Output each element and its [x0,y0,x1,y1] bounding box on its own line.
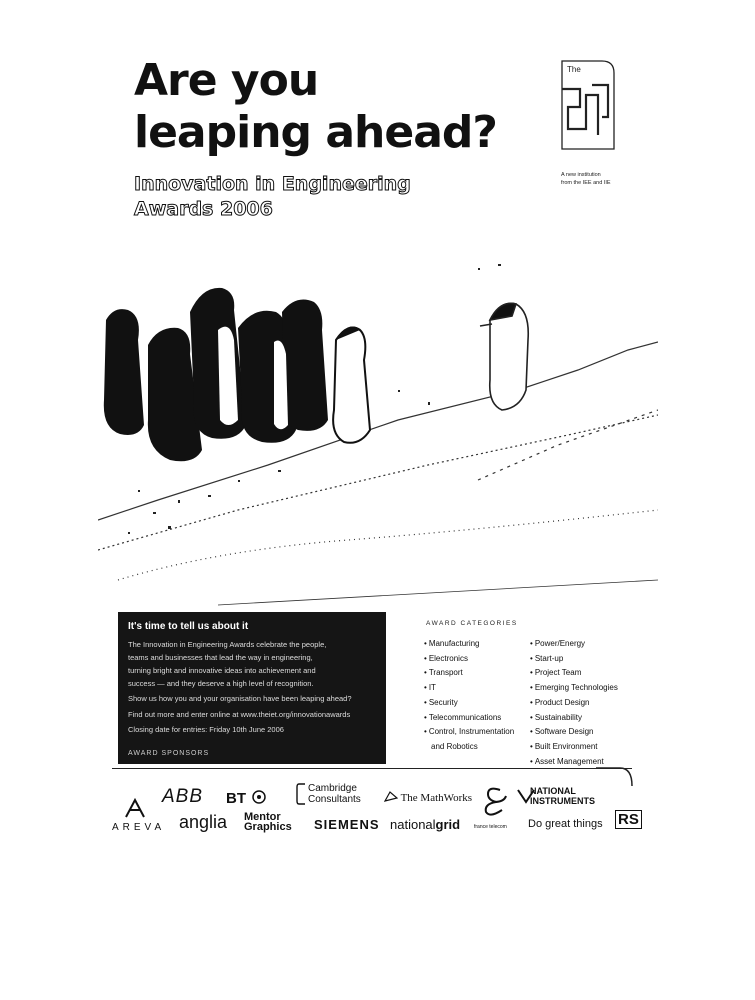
cambridge-bracket-icon [296,783,306,805]
categories-column-1 [424,637,514,755]
closing-date: Closing date for entries: Friday 10th June 2006 [128,725,284,734]
sponsor-areva: AREVA [112,822,166,833]
sponsor-rs: RS [615,810,642,829]
france-telecom-ampersand-icon [478,784,512,818]
penguin-scene-image [98,250,658,610]
penguin-group [104,288,328,461]
panel-corner-curve [596,766,636,788]
ni-eagle-icon [516,786,536,806]
info-line: turning bright and innovative ideas into achievement and [128,666,316,675]
category-item: • Telecommunications [424,712,502,722]
areva-logo-icon [124,798,146,818]
institution-logo [556,55,618,155]
category-item: • Manufacturing [424,639,480,648]
category-item: • Start-up [530,653,564,663]
subheading-line-1: Innovation in Engineering [134,173,411,195]
category-item: • Security [424,697,458,707]
category-item-continued: and Robotics [431,741,478,751]
category-item: • Electronics [424,653,468,663]
sponsor-siemens: SIEMENS [314,817,380,832]
category-item: • IT [424,683,436,693]
sponsor-cambridge-consultants: Cambridge Consultants [296,783,361,805]
info-panel-title: It's time to tell us about it [128,621,249,632]
sponsor-abb: ABB [162,786,204,807]
panel-divider [112,768,632,769]
category-item: • Project Team [530,668,582,678]
subheading-line-2: Awards 2006 [134,198,273,220]
standing-penguin [333,328,370,443]
info-line: Show us how you and your organisation have been leaping ahead? [128,694,352,703]
info-line: success — and they deserve a high level of recognition. [128,679,314,688]
category-item: • Product Design [530,697,590,707]
headline-line-2: leaping ahead? [134,107,497,158]
logo-word: The [567,65,581,74]
headline [134,55,497,159]
sponsor-national-grid: nationalgrid [390,817,461,832]
info-line: teams and businesses that lead the way in engineering, [128,653,313,662]
category-item: • Asset Management [530,756,604,766]
subheading [134,172,411,222]
entry-website-link[interactable]: Find out more and enter online at www.theiet.org/innovationawards [128,710,351,719]
sponsor-france-telecom: france telecom [474,824,507,830]
leaping-penguin [480,303,528,410]
headline-line-1: Are you [134,55,319,106]
category-item: • Built Environment [530,741,598,751]
category-item: • Sustainability [530,712,582,722]
category-item: • Control, Instrumentation [424,727,515,737]
categories-column-2 [530,637,618,769]
category-item: • Power/Energy [530,639,586,648]
category-item: • Software Design [530,727,594,737]
categories-heading: AWARD CATEGORIES [426,620,518,627]
info-panel [118,612,386,764]
category-item: • Transport [424,668,463,678]
bt-piper-icon [250,788,268,806]
sponsor-anglia: anglia [179,812,228,832]
info-line: The Innovation in Engineering Awards celebrate the people, [128,640,327,649]
mathworks-membrane-icon [384,790,398,802]
sponsor-mentor-graphics: Mentor Graphics [244,811,292,833]
sponsor-national-instruments: NATIONAL INSTRUMENTS [530,786,595,806]
sponsor-mathworks: The MathWorks [384,790,472,804]
institution-tagline: A new institution from the IEE and IIE [561,172,611,186]
sponsor-bt: BT [226,788,268,807]
category-item: • Emerging Technologies [530,683,618,693]
sponsor-tagline-do-great-things: Do great things [528,818,603,830]
sponsors-label: AWARD SPONSORS [128,750,210,757]
